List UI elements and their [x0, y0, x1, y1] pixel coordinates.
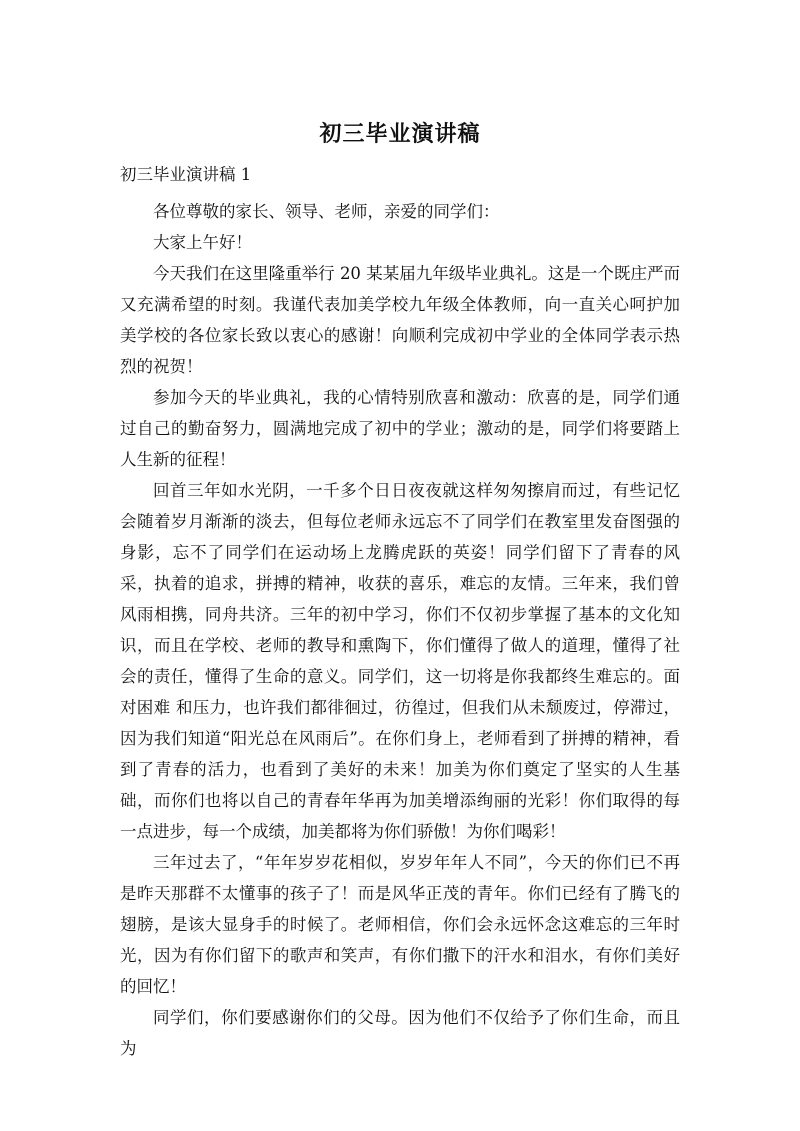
paragraph-memories: 回首三年如水光阴，一千多个日日夜夜就这样匆匆擦肩而过，有些记忆会随着岁月渐渐的淡去，但每位老师永远忘不了同学们在教室里发奋图强的身影，忘不了同学们在运动场上龙腾虎跃的英姿！同学们留下了青春的风采，执着的追求，拼搏的精神，收获的喜乐，难忘的友情。三年来，我们曾风雨相携，同舟共济。三年的初中学习，你们不仅初步掌握了基本的文化知识，而且在学校、老师的教导和熏陶下，你们懂得了做人的道理，懂得了社会的责任，懂得了生命的意义。同学们，这一切将是你我都终生难忘的。面对困难 和压力，也许我们都徘徊过，彷徨过，但我们从未颓废过，停滞过，因为我们知道“阳光总在风雨后”。在你们身上，老师看到了拼搏的精神，看到了青春的活力，也看到了美好的未来！加美为你们奠定了坚实的人生基础，而你们也将以自己的青春年华再为加美增添绚丽的光彩！你们取得的每一点进步，每一个成绩，加美都将为你们骄傲！为你们喝彩！ [120, 481, 680, 841]
paragraph-feelings: 参加今天的毕业典礼，我的心情特别欣喜和激动：欣喜的是，同学们通过自己的勤奋努力，圆满地完成了初中的学业；激动的是，同学们将要踏上人生新的征程！ [120, 388, 680, 469]
paragraph-three-years: 三年过去了，“年年岁岁花相似，岁岁年年人不同”，今天的你们已不再是昨天那群不太懂事的孩子了！而是风华正茂的青年。你们已经有了腾飞的翅膀，是该大显身手的时候了。老师相信，你们会永远怀念这难忘的三年时光，因为有你们留下的歌声和笑声，有你们撒下的汗水和泪水，有你们美好的回忆！ [120, 853, 680, 996]
document-title: 初三毕业演讲稿 [319, 122, 481, 147]
paragraph-salutation: 各位尊敬的家长、领导、老师，亲爱的同学们： [153, 202, 500, 221]
section-heading: 初三毕业演讲稿 1 [120, 165, 252, 184]
document-body [120, 196, 680, 1064]
paragraph-greeting: 大家上午好！ [153, 233, 252, 252]
paragraph-parents: 同学们，你们要感谢你们的父母。因为他们不仅给予了你们生命，而且为 [120, 1008, 680, 1058]
paragraph-ceremony: 今天我们在这里隆重举行 20 某某届九年级毕业典礼。这是一个既庄严而又充满希望的时刻。我谨代表加美学校九年级全体教师，向一直关心呵护加美学校的各位家长致以衷心的感谢！向顺利完成初中学业的全体同学表示热烈的祝贺！ [120, 264, 680, 376]
